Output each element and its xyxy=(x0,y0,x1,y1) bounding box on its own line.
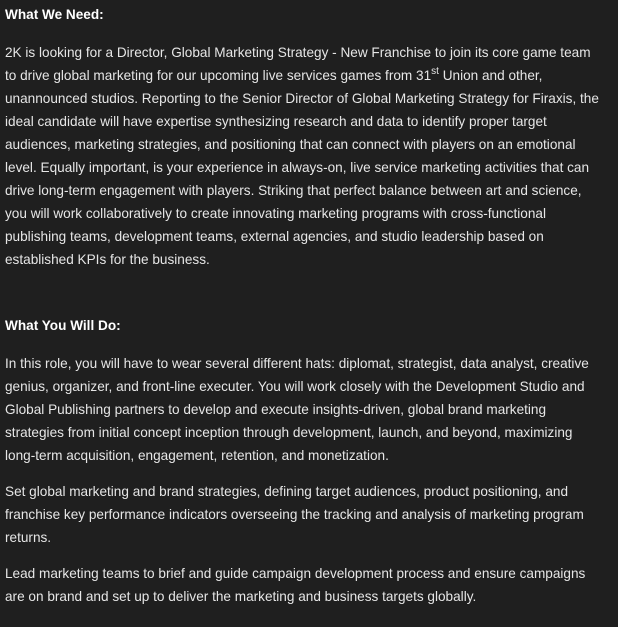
responsibility-paragraph: Lead marketing teams to brief and guide campaign development process and ensure campaigns are on brand and set up to deliver the marketing and business targets globally. xyxy=(5,566,586,604)
section-heading-what-we-need: What We Need: xyxy=(5,7,104,22)
responsibility-paragraph: In this role, you will have to wear several different hats: diplomat, strategist, data analyst, creative genius, organizer, and front-line executer. You will work closely with the Development Studio and Global Publishing partners to develop and execute insights-driven, global brand marketing strategies from initial concept inception through development, launch, and beyond, maximizing long-term acquisition, engagement, retention, and monetization. xyxy=(5,356,589,463)
paragraph-text-part1: 2K is looking for a Director, Global Marketing Strategy - New Franchise to join its core game team to drive global marketing for our upcoming live services games from 31 xyxy=(5,45,591,83)
superscript-st: st xyxy=(431,66,439,77)
responsibility-paragraph: Set global marketing and brand strategies, defining target audiences, product positioning, and franchise key performance indicators overseeing the tracking and analysis of marketing program returns. xyxy=(5,484,584,545)
what-we-need-paragraph xyxy=(5,41,601,271)
section-heading-what-you-will-do: What You Will Do: xyxy=(5,318,121,333)
paragraph-text-part2: Union and other, unannounced studios. Reporting to the Senior Director of Global Marketing Strategy for Firaxis, the ideal candidate will have expertise synthesizing research and data to identify proper target audiences, marketing strategies, and positioning that can connect with players on an emotional level. Equally important, is your experience in always-on, live service marketing activities that can drive long-term engagement with players. Striking that perfect balance between art and science, you will work collaboratively to create innovating marketing programs with cross-functional publishing teams, development teams, external agencies, and studio leadership based on established KPIs for the business. xyxy=(5,68,599,267)
